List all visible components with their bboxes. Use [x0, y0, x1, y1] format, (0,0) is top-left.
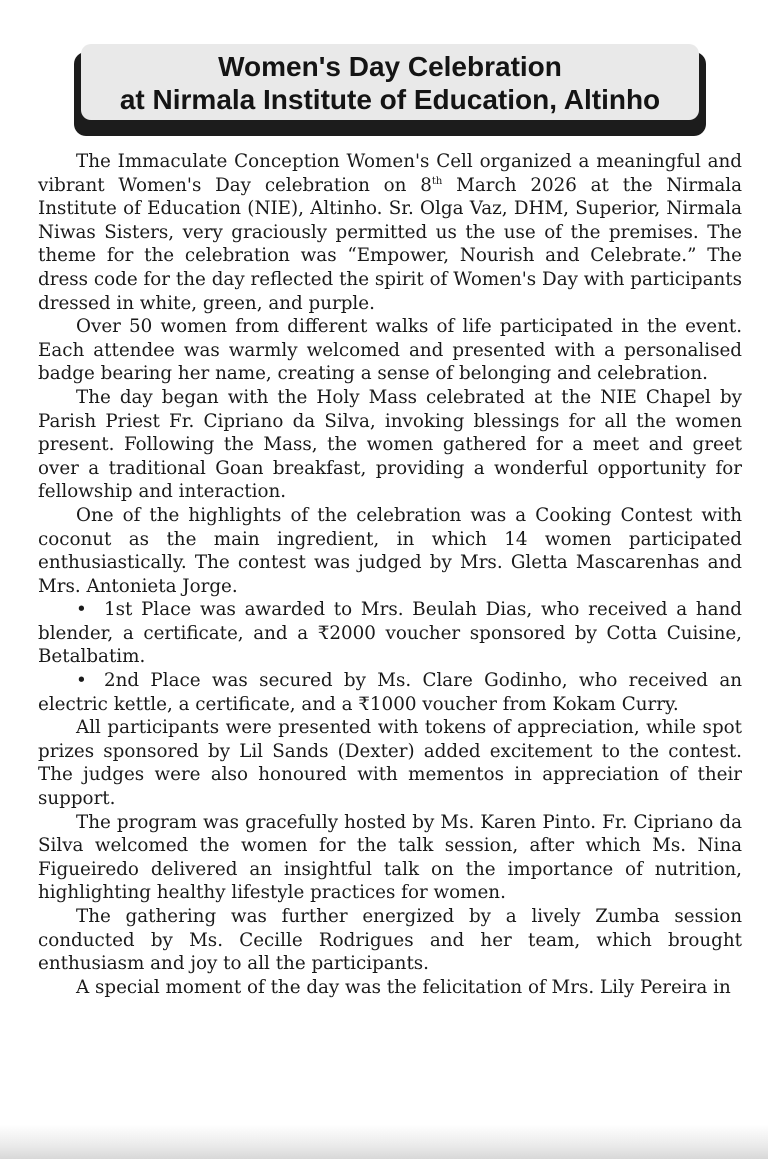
paragraph-appreciation: All participants were presented with tokens of appreciation, while spot prizes sponsored by Lil Sands (Dexter) added excitement to the contest. The judges were also honoured with mementos in appreciation of their support.: [38, 717, 742, 810]
header-title-line2: at Nirmala Institute of Education, Altinho: [119, 84, 661, 115]
bullet-second-place-text: 2nd Place was secured by Ms. Clare Godinho, who received an electric kettle, a certificate, and a ₹1000 voucher from Kokam Curry.: [38, 670, 742, 715]
paragraph-talk-session: The program was gracefully hosted by Ms. Karen Pinto. Fr. Cipriano da Silva welcomed the women for the talk session, after which Ms. Nina Figueiredo delivered an insightful talk on the importance of nutrition, highlighting healthy lifestyle practices for women.: [38, 811, 742, 904]
article-header: [74, 44, 706, 136]
article-body: [38, 150, 742, 999]
paragraph-mass: The day began with the Holy Mass celebrated at the NIE Chapel by Parish Priest Fr. Cipriano da Silva, invoking blessings for all the women present. Following the Mass, the women gathered for a meet and greet over a traditional Goan breakfast, providing a wonderful opportunity for fellowship and interaction.: [38, 386, 742, 503]
paragraph-participants: Over 50 women from different walks of life participated in the event. Each attendee was warmly welcomed and presented with a personalised badge bearing her name, creating a sense of belonging and celebration.: [38, 316, 742, 385]
bullet-icon: •: [76, 670, 87, 692]
bullet-first-place-text: 1st Place was awarded to Mrs. Beulah Dias, who received a hand blender, a certificate, and a ₹2000 voucher sponsored by Cotta Cuisine, Betalbatim.: [38, 599, 742, 668]
paragraph-intro: [38, 150, 742, 315]
date-ordinal-suffix: th: [431, 175, 443, 187]
paragraph-intro-text-a: The Immaculate Conception Women's Cell organized a meaningful and vibrant Women's Day celebration on 8: [38, 151, 742, 196]
bullet-first-place: [38, 598, 742, 669]
paragraph-felicitation: A special moment of the day was the felicitation of Mrs. Lily Pereira in: [76, 976, 731, 998]
bullet-second-place: [38, 669, 742, 716]
paragraph-intro-text-b: March 2026 at the Nirmala Institute of Education (NIE), Altinho. Sr. Olga Vaz, DHM, Superior, Nirmala Niwas Sisters, very graciously permitted us the use of the premises. The theme for the celebration was “Empower, Nourish and Celebrate.” The dress code for the day reflected the spirit of Women's Day with participants dressed in white, green, and purple.: [38, 174, 742, 314]
paragraph-cooking-contest: One of the highlights of the celebration was a Cooking Contest with coconut as the main ingredient, in which 14 women participated enthusiastically. The contest was judged by Mrs. Gletta Mascarenhas and Mrs. Antonieta Jorge.: [38, 504, 742, 597]
page-bottom-texture: [0, 1125, 768, 1159]
paragraph-zumba: The gathering was further energized by a lively Zumba session conducted by Ms. Cecille Rodrigues and her team, which brought enthusiasm and joy to all the participants.: [38, 906, 742, 975]
header-title-box: [81, 44, 699, 120]
header-title-line1: Women's Day Celebration: [218, 51, 562, 82]
bullet-icon: •: [76, 599, 87, 621]
